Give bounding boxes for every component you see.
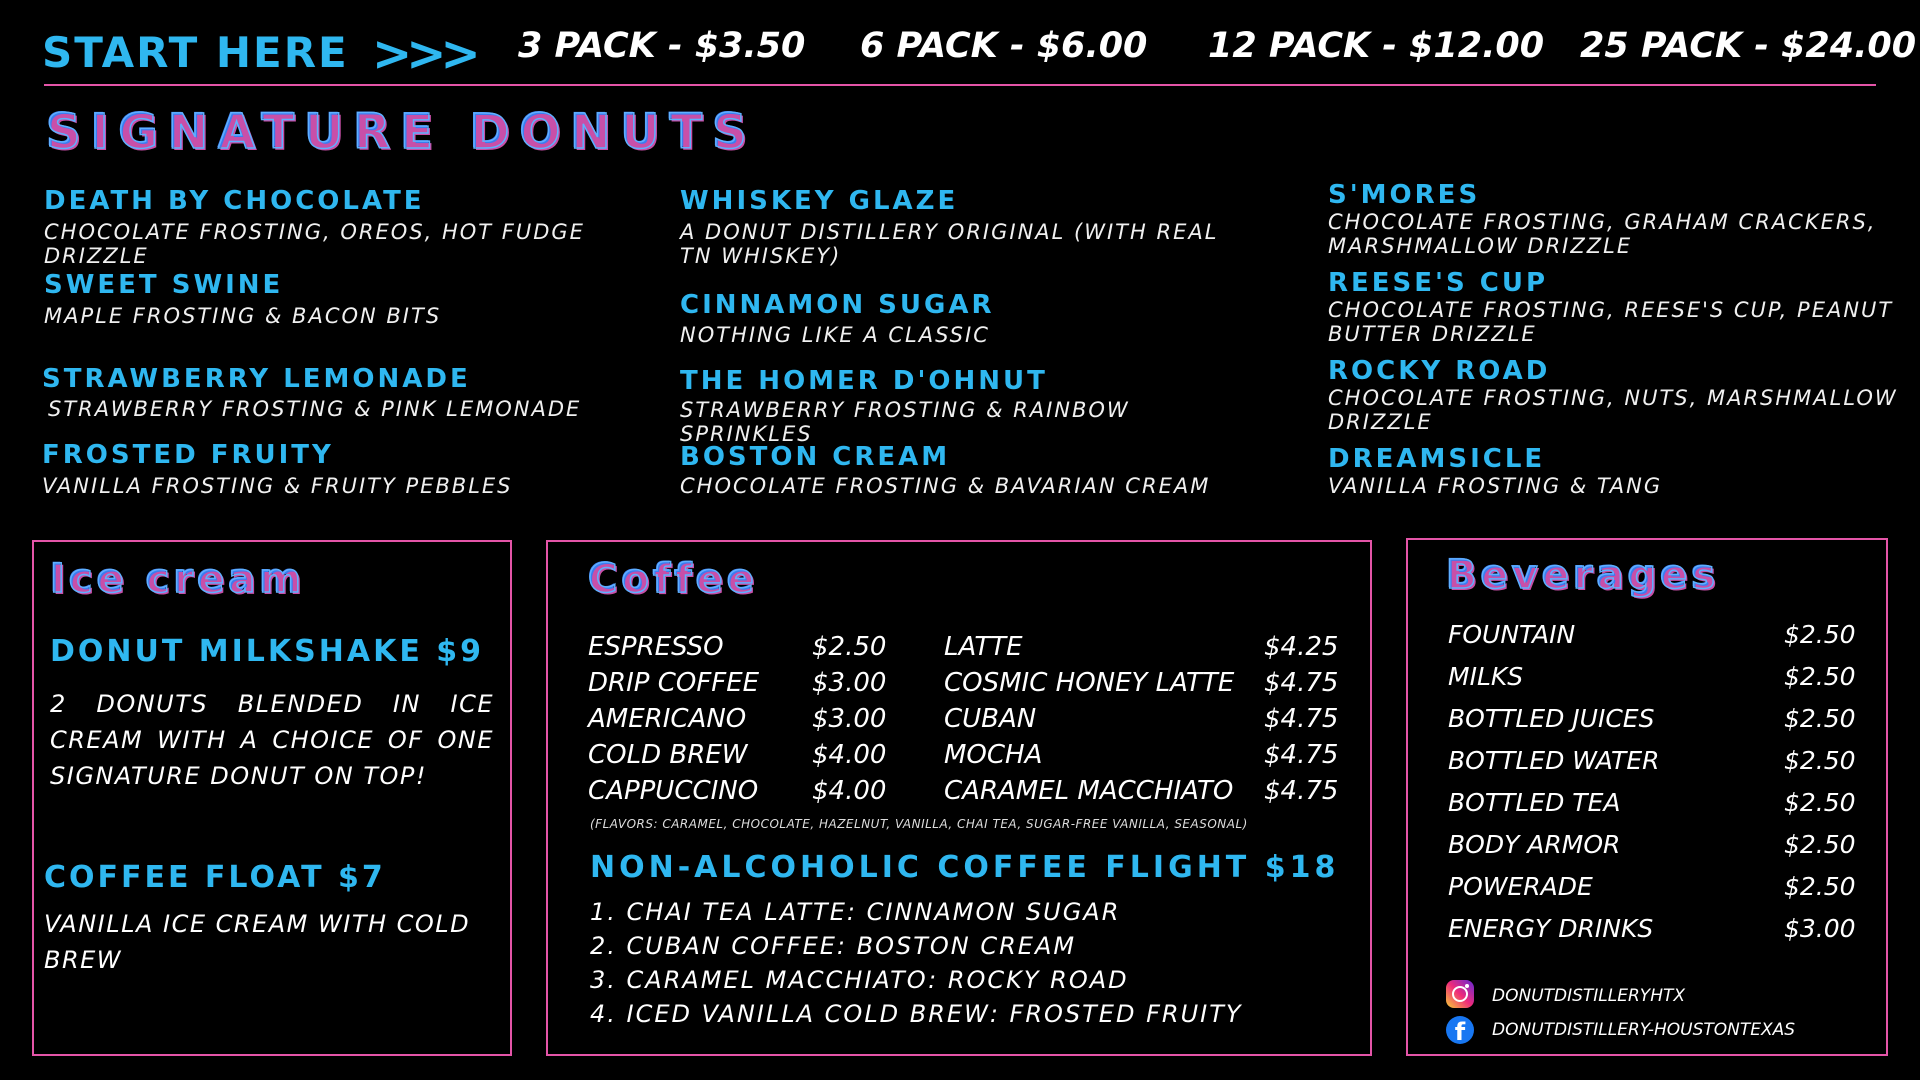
donut-name: S'MORES: [1328, 180, 1481, 210]
donut-desc: STRAWBERRY FROSTING & PINK LEMONADE: [48, 397, 582, 421]
donut-desc: MAPLE FROSTING & BACON BITS: [44, 304, 442, 328]
coffee-price: $2.50: [812, 632, 887, 662]
ice-cream-title: Ice cream: [50, 556, 305, 602]
beverage-price: $3.00: [1784, 914, 1856, 943]
instagram-handle: DONUTDISTILLERYHTX: [1492, 986, 1686, 1006]
chevron-right-icon: >>>: [372, 26, 475, 82]
beverage-item: BOTTLED TEA: [1448, 788, 1621, 817]
donut-name: BOSTON CREAM: [680, 442, 951, 472]
donut-name: CINNAMON SUGAR: [680, 290, 995, 320]
coffee-price: $4.75: [1264, 704, 1339, 734]
instagram-icon: [1446, 980, 1474, 1008]
donut-desc: CHOCOLATE FROSTING, OREOS, HOT FUDGE DRIZZLE: [44, 220, 585, 268]
flight-item: 1. CHAI TEA LATTE: CINNAMON SUGAR: [590, 898, 1121, 926]
coffee-price: $4.75: [1264, 668, 1339, 698]
coffee-price: $4.00: [812, 740, 887, 770]
donut-name: WHISKEY GLAZE: [680, 186, 959, 216]
milkshake-desc: 2 DONUTS BLENDED IN ICE CREAM WITH A CHOICE OF ONE SIGNATURE DONUT ON TOP!: [50, 690, 494, 790]
ice-cream-panel: [32, 540, 512, 1056]
coffee-title: Coffee: [588, 556, 758, 602]
donut-desc: CHOCOLATE FROSTING, GRAHAM CRACKERS, MARSHMALLOW DRIZZLE: [1328, 210, 1877, 258]
donut-name: FROSTED FRUITY: [42, 440, 334, 470]
coffee-item: AMERICANO: [588, 704, 747, 734]
coffee-flight-title: NON-ALCOHOLIC COFFEE FLIGHT $18: [590, 850, 1340, 885]
coffee-item: COSMIC HONEY LATTE: [944, 668, 1235, 698]
header-divider: [44, 84, 1876, 86]
beverage-price: $2.50: [1784, 620, 1856, 649]
beverages-title: Beverages: [1446, 552, 1720, 598]
coffee-price: $3.00: [812, 704, 887, 734]
start-here-label: START HERE: [42, 28, 349, 77]
pack-price-25: 25 PACK - $24.00: [1580, 26, 1917, 66]
coffee-item: ESPRESSO: [588, 632, 724, 662]
coffee-price: $3.00: [812, 668, 887, 698]
donut-name: DREAMSICLE: [1328, 444, 1546, 474]
flight-item: 2. CUBAN COFFEE: BOSTON CREAM: [590, 932, 1077, 960]
donut-desc: CHOCOLATE FROSTING & BAVARIAN CREAM: [680, 474, 1211, 498]
pack-price-3: 3 PACK - $3.50: [518, 26, 806, 66]
coffee-float-name: COFFEE FLOAT $7: [44, 860, 386, 895]
flavors-note: (FLAVORS: CARAMEL, CHOCOLATE, HAZELNUT, VANILLA, CHAI TEA, SUGAR-FREE VANILLA, SEASONAL): [590, 817, 1248, 831]
flight-item: 3. CARAMEL MACCHIATO: ROCKY ROAD: [590, 966, 1129, 994]
coffee-item: CUBAN: [944, 704, 1037, 734]
coffee-price: $4.25: [1264, 632, 1339, 662]
donut-name: DEATH BY CHOCOLATE: [44, 186, 425, 216]
milkshake-name: DONUT MILKSHAKE $9: [50, 634, 485, 669]
beverage-item: FOUNTAIN: [1448, 620, 1576, 649]
flight-item: 4. ICED VANILLA COLD BREW: FROSTED FRUITY: [590, 1000, 1243, 1028]
donut-name: REESE'S CUP: [1328, 268, 1549, 298]
beverage-item: BOTTLED JUICES: [1448, 704, 1655, 733]
donut-desc: NOTHING LIKE A CLASSIC: [680, 323, 990, 347]
coffee-float-desc: VANILLA ICE CREAM WITH COLD BREW: [44, 910, 471, 974]
coffee-item: CARAMEL MACCHIATO: [944, 776, 1234, 806]
donut-desc: CHOCOLATE FROSTING, REESE'S CUP, PEANUT BUTTER DRIZZLE: [1328, 298, 1894, 346]
facebook-handle: DONUTDISTILLERY-HOUSTONTEXAS: [1492, 1020, 1796, 1040]
donut-desc: VANILLA FROSTING & TANG: [1328, 474, 1663, 498]
pack-price-12: 12 PACK - $12.00: [1208, 26, 1545, 66]
beverage-item: BODY ARMOR: [1448, 830, 1621, 859]
beverage-price: $2.50: [1784, 872, 1856, 901]
beverage-item: MILKS: [1448, 662, 1524, 691]
beverage-price: $2.50: [1784, 830, 1856, 859]
coffee-item: DRIP COFFEE: [588, 668, 760, 698]
beverage-price: $2.50: [1784, 788, 1856, 817]
donut-desc: STRAWBERRY FROSTING & RAINBOW SPRINKLES: [680, 398, 1130, 446]
coffee-price: $4.00: [812, 776, 887, 806]
beverage-price: $2.50: [1784, 746, 1856, 775]
coffee-price: $4.75: [1264, 776, 1339, 806]
coffee-price: $4.75: [1264, 740, 1339, 770]
donut-desc: CHOCOLATE FROSTING, NUTS, MARSHMALLOW DRIZZLE: [1328, 386, 1898, 434]
beverage-item: BOTTLED WATER: [1448, 746, 1660, 775]
coffee-item: CAPPUCCINO: [588, 776, 759, 806]
donut-name: STRAWBERRY LEMONADE: [42, 364, 471, 394]
coffee-item: LATTE: [944, 632, 1023, 662]
facebook-icon: f: [1446, 1016, 1474, 1044]
beverage-item: ENERGY DRINKS: [1448, 914, 1654, 943]
beverage-item: POWERADE: [1448, 872, 1593, 901]
beverage-price: $2.50: [1784, 704, 1856, 733]
beverage-price: $2.50: [1784, 662, 1856, 691]
donut-name: SWEET SWINE: [44, 270, 284, 300]
donut-desc: A DONUT DISTILLERY ORIGINAL (WITH REAL TN WHISKEY): [680, 220, 1219, 268]
donut-name: ROCKY ROAD: [1328, 356, 1551, 386]
donut-name: THE HOMER D'OHNUT: [680, 366, 1048, 396]
coffee-item: COLD BREW: [588, 740, 748, 770]
coffee-item: MOCHA: [944, 740, 1043, 770]
pack-price-6: 6 PACK - $6.00: [860, 26, 1148, 66]
donut-desc: VANILLA FROSTING & FRUITY PEBBLES: [42, 474, 513, 498]
signature-donuts-title: SIGNATURE DONUTS: [46, 104, 757, 160]
